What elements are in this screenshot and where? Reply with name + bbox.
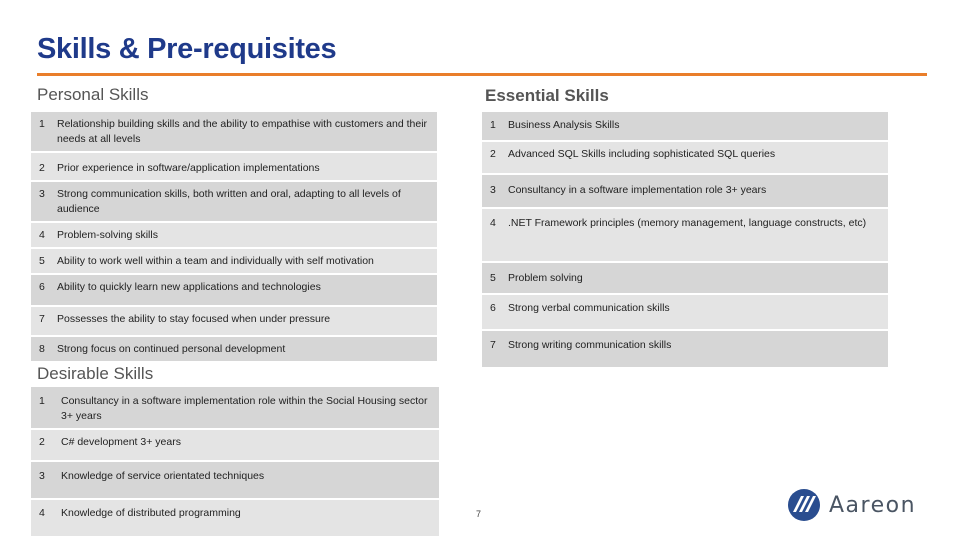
row-text: Ability to work well within a team and individually with self motivation bbox=[53, 248, 437, 274]
row-text: Advanced SQL Skills including sophisticated SQL queries bbox=[504, 141, 888, 174]
row-number: 4 bbox=[31, 499, 57, 537]
table-row bbox=[31, 306, 437, 336]
row-number: 1 bbox=[31, 387, 57, 429]
personal-skills-heading: Personal Skills bbox=[37, 85, 149, 104]
logo-text: Aareon bbox=[829, 492, 917, 518]
row-number: 2 bbox=[482, 141, 504, 174]
desirable-skills-heading: Desirable Skills bbox=[37, 364, 154, 383]
row-text: Consultancy in a software implementation role 3+ years bbox=[504, 174, 888, 208]
table-row bbox=[482, 208, 888, 262]
essential-skills-table bbox=[482, 112, 888, 369]
row-text: Strong communication skills, both written and oral, adapting to all levels of audience bbox=[53, 181, 437, 222]
table-row bbox=[482, 112, 888, 141]
page-number: 7 bbox=[476, 509, 482, 519]
row-number: 6 bbox=[482, 294, 504, 330]
row-text: Problem-solving skills bbox=[53, 222, 437, 248]
row-text: Knowledge of service orientated techniques bbox=[57, 461, 439, 499]
row-text: Strong verbal communication skills bbox=[504, 294, 888, 330]
table-row bbox=[31, 222, 437, 248]
row-number: 3 bbox=[31, 181, 53, 222]
aareon-logo bbox=[787, 488, 927, 522]
row-number: 2 bbox=[31, 152, 53, 181]
table-row bbox=[31, 429, 439, 461]
row-text: Strong focus on continued personal development bbox=[53, 336, 437, 362]
essential-skills-heading: Essential Skills bbox=[485, 86, 609, 105]
table-row bbox=[482, 141, 888, 174]
table-row bbox=[31, 336, 437, 362]
row-number: 8 bbox=[31, 336, 53, 362]
row-text: Business Analysis Skills bbox=[504, 112, 888, 141]
title-divider bbox=[37, 73, 927, 76]
row-text: Consultancy in a software implementation role within the Social Housing sector 3+ years bbox=[57, 387, 439, 429]
row-number: 4 bbox=[31, 222, 53, 248]
table-row bbox=[31, 112, 437, 152]
row-text: Strong writing communication skills bbox=[504, 330, 888, 368]
table-row bbox=[31, 274, 437, 306]
row-text: Knowledge of distributed programming bbox=[57, 499, 439, 537]
row-text: Problem solving bbox=[504, 262, 888, 294]
table-row bbox=[31, 181, 437, 222]
table-row bbox=[31, 499, 439, 537]
row-number: 3 bbox=[31, 461, 57, 499]
row-number: 5 bbox=[482, 262, 504, 294]
row-number: 5 bbox=[31, 248, 53, 274]
row-number: 1 bbox=[31, 112, 53, 152]
row-text: Prior experience in software/application implementations bbox=[53, 152, 437, 181]
row-number: 3 bbox=[482, 174, 504, 208]
table-row bbox=[482, 294, 888, 330]
table-row bbox=[31, 152, 437, 181]
row-number: 6 bbox=[31, 274, 53, 306]
row-number: 4 bbox=[482, 208, 504, 262]
row-number: 7 bbox=[482, 330, 504, 368]
row-number: 7 bbox=[31, 306, 53, 336]
table-row bbox=[482, 262, 888, 294]
row-text: Relationship building skills and the ability to empathise with customers and their needs at all levels bbox=[53, 112, 437, 152]
desirable-skills-table bbox=[31, 387, 439, 538]
table-row bbox=[31, 387, 439, 429]
row-number: 1 bbox=[482, 112, 504, 141]
slide-title: Skills & Pre-requisites bbox=[37, 33, 337, 65]
table-row bbox=[31, 248, 437, 274]
table-row bbox=[482, 174, 888, 208]
aareon-logo-icon bbox=[787, 488, 821, 522]
row-number: 2 bbox=[31, 429, 57, 461]
table-row bbox=[482, 330, 888, 368]
row-text: C# development 3+ years bbox=[57, 429, 439, 461]
row-text: Ability to quickly learn new applications and technologies bbox=[53, 274, 437, 306]
row-text: Possesses the ability to stay focused when under pressure bbox=[53, 306, 437, 336]
personal-skills-table bbox=[31, 112, 437, 363]
row-text: .NET Framework principles (memory management, language constructs, etc) bbox=[504, 208, 888, 262]
table-row bbox=[31, 461, 439, 499]
